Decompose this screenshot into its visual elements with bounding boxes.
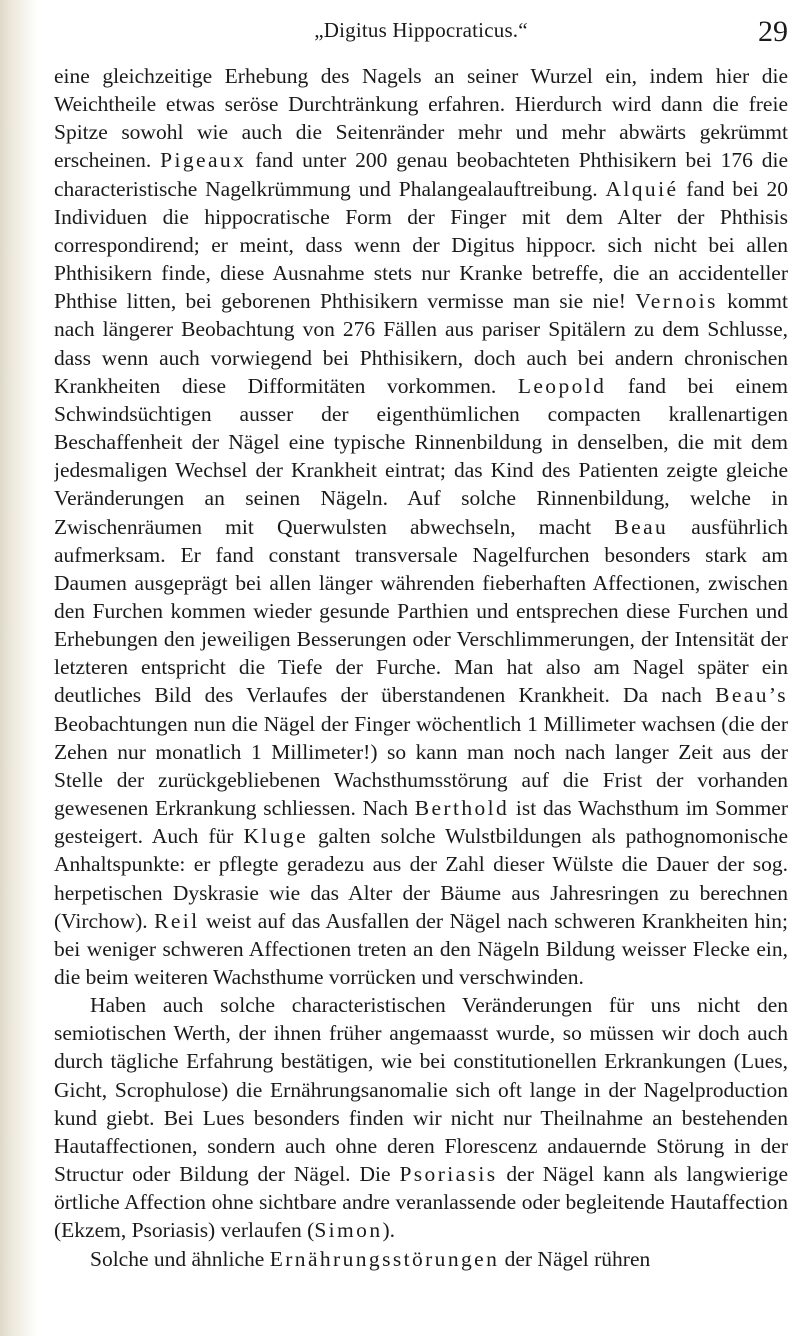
text-run: fand bei 20 Individuen die hippocratische Form der Finger mit dem Alter der Phthisis correspondirend; er meint, dass wenn der Digitus hippocr. sich nicht bei allen Phthisikern finde, diese Ausnahme stets nur Kranke betreffe, die an accidenteller Phthise litten, bei geborenen Phthisikern vermisse man sie nie!	[54, 176, 788, 314]
author-name: Vernois	[635, 289, 718, 314]
author-name: Leopold	[517, 373, 607, 398]
text-run: fand bei einem Schwindsüchtigen ausser der eigenthümlichen compacten krallenartigen Beschaffenheit der Nägel eine typische Rinnenbildung in denselben, die mit dem jedesmaligen Wechsel der Krankheit eintrat; das Kind des Patienten zeigte gleiche Veränderungen an seinen Nägeln. Auf solche Rinnenbildung, welche in Zwischenräumen mit Querwulsten abwechseln, macht	[54, 373, 788, 539]
text-run: weist auf das Ausfallen der Nägel nach schweren Krankheiten hin; bei weniger schweren Affectionen treten an den Nägeln Bildung weisser Flecke ein, die beim weiteren Wachsthume vorrücken und verschwinden.	[54, 908, 788, 989]
author-name: Ernährungsstörungen	[269, 1246, 500, 1271]
text-run: ist das Wachsthum im Sommer gesteigert. Auch für	[54, 796, 788, 849]
author-name: Beau’s	[715, 683, 788, 708]
text-run: Beobachtungen nun die Nägel der Finger wöchentlich 1 Millimeter wachsen (die der Zehen nur monatlich 1 Millimeter!) so kann man noch nach langer Zeit aus der Stelle der zurückgebliebenen Wachsthumsstörung auf die Frist der vorhanden gewesenen Erkrankung schliessen. Nach	[54, 711, 788, 821]
text-run: kommt nach längerer Beobachtung von 276 Fällen aus pariser Spitälern zu dem Schlusse, dass wenn auch vorwiegend bei Phthisikern, doch auch bei andern chronischen Krankheiten diese Difformitäten vorkommen.	[54, 289, 788, 398]
author-name: Simon	[314, 1218, 383, 1243]
author-name: Alquié	[605, 176, 679, 201]
author-name: Reil	[154, 908, 200, 933]
paragraph	[54, 1245, 788, 1273]
scan-page-edge	[0, 0, 38, 1336]
text-run: ).	[382, 1218, 396, 1243]
text-run: der Nägel rühren	[499, 1246, 651, 1271]
text-run: der Nägel kann als langwierige örtliche Affection ohne sichtbare andre veranlassende oder begleitende Hautaffection (Ekzem, Psoriasis) verlaufen (	[54, 1162, 788, 1243]
text-run: ).	[135, 908, 155, 933]
text-run: fand unter 200 genau beobachteten Phthisikern bei 176 die characteristische Nagelkrümmung und Phalangealauftreibung.	[54, 148, 788, 201]
text-run: Solche und ähnliche	[90, 1246, 270, 1271]
page-header	[54, 14, 788, 54]
author-name: Kluge	[243, 824, 309, 849]
paragraph	[54, 62, 788, 991]
text-run: Haben auch solche characteristischen Veränderungen für uns nicht den semiotischen Werth, der ihnen früher angemaasst wurde, so müssen wir doch auch durch tägliche Erfahrung bestätigen, wie bei constitutionellen Erkrankungen (Lues, Gicht, Scrophulose) die Ernährungsanomalie sich oft lange in der Nagelproduction kund giebt. Bei Lues besonders finden wir nicht nur Theilnahme an bestehenden Hautaffectionen, sondern auch ohne deren Florescenz andauernde Störung in der Structur oder Bildung der Nägel. Die	[54, 993, 788, 1187]
paragraph	[54, 991, 788, 1244]
author-name: Psoriasis	[399, 1162, 498, 1187]
running-title: „Digitus Hippocraticus.“	[314, 18, 528, 42]
text-run: Virchow	[61, 908, 136, 933]
page-number: 29	[758, 15, 788, 48]
author-name: Beau	[614, 514, 669, 539]
text-run: ausführlich aufmerksam. Er fand constant transversale Nagelfurchen besonders stark am Daumen ausgeprägt bei allen länger währenden fieberhaften Affectionen, zwischen den Furchen kommen wieder gesunde Parthien und entsprechen diese Furchen und Erhebungen den jeweiligen Besserungen oder Verschlimmerungen, der Intensität der letzteren entspricht die Tiefe der Furche. Man hat also am Nagel später ein deutliches Bild des Verlaufes der überstandenen Krankheit. Da nach	[54, 514, 788, 708]
author-name: Berthold	[414, 796, 510, 821]
text-run: galten solche Wulstbildungen als pathognomonische Anhaltspunkte: er pflegte geradezu aus der Zahl dieser Wülste die Dauer der sog. herpetischen Dyskrasie wie das Alter der Bäume aus Jahresringen zu berechnen (	[54, 824, 788, 933]
text-run: eine gleichzeitige Erhebung des Nagels an seiner Wurzel ein, indem hier die Weichtheile etwas seröse Durchtränkung erfahren. Hierdurch wird dann die freie Spitze sowohl wie auch die Seitenränder mehr und mehr abwärts gekrümmt erscheinen.	[54, 64, 788, 173]
body-text	[54, 62, 788, 1330]
author-name: Pigeaux	[160, 148, 247, 173]
